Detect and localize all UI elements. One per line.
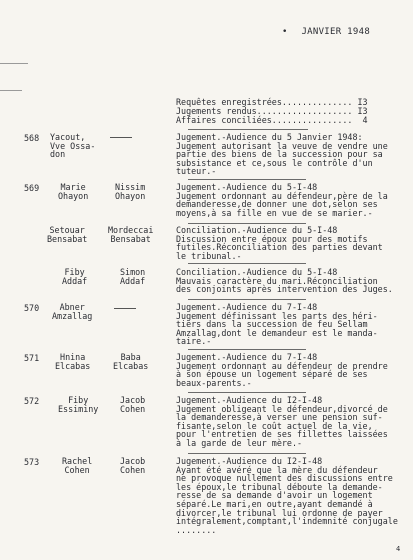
separator-rule [188,263,306,264]
separator-rule [188,392,306,393]
entry-text: Jugement.-Audience du I2-I-48 Ayant été avéré que la mère du défendeur ne provoque nullement des discussions entre les époux,le tribunal déboute la demande- resse de sa demande d'avoir un logement séparé.Le mari,en outre,ayant demandé à divorcer,le tribunal lui ordonne de payer intégralement,comptant,l'indemnité conjugale ........ [176,456,398,535]
margin-mark [0,90,22,91]
separator-rule [188,299,306,300]
separator-rule [188,129,308,130]
entry-number: 569 [24,183,40,193]
separator-rule [188,179,306,180]
entry-text: Jugement.-Audience du 7-I-48 Jugement ordonnant au défendeur de prendre à son épouse un logement séparé de ses beaux-parents.- [176,352,388,388]
no-party-dash [114,308,136,309]
entry-party-2: Jacob Cohen [120,395,146,414]
entry-party-1: Fiby Addaf [62,267,88,286]
summary-line-conciliees: Affaires conciliées................ 4 [176,115,368,125]
separator-rule [188,223,306,224]
no-party-dash [110,137,132,138]
summary-line-jugements: Jugements rendus................... I3 [176,106,368,116]
entry-text: Jugement.-Audience du 5-I-48 Jugement ordonnant au défendeur,père de la demanderesse,de donner une dot,selon ses moyens,à sa fille en vue de se marier.- [176,182,388,218]
entry-party-2: Jacob Cohen [120,456,146,475]
entry-party-1: Rachel Cohen [62,456,93,475]
summary-line-requetes: Requêtes enregistrées.............. I3 [176,97,368,107]
entry-text: Jugement.-Audience du 7-I-48 Jugement définissant les parts des héri- tiers dans la succession de feu Sellam Amzallag,dont le demandeur est le manda- taire.- [176,302,378,347]
entry-number: 570 [24,303,40,313]
entry-text: Conciliation.-Audience du 5-I-48 Mauvais caractère du mari.Réconciliation des conjoints après intervention des Juges. [176,267,393,295]
entry-party-2: Baba Elcabas [113,352,149,371]
separator-rule [188,349,306,350]
entry-party-1: Fiby Essiminy [58,395,99,414]
entry-party-1: Marie Ohayon [58,182,89,201]
header-bullet: • [282,27,288,37]
entry-number: 572 [24,396,40,406]
page-corner-mark: 4 [396,545,401,553]
entry-number: 568 [24,133,40,143]
entry-party-1: Yacout, Vve Ossa- don [50,132,96,160]
entry-text: Conciliation.-Audience du 5-I-48 Discussion entre époux pour des motifs futiles.Réconciliation des parties devant le tribunal.- [176,225,383,261]
entry-number: 573 [24,457,40,467]
entry-party-2: Simon Addaf [120,267,146,286]
separator-rule [188,453,306,454]
entry-party-1: Abner Amzallag [52,302,93,321]
entry-text: Jugement.-Audience du I2-I-48 Jugement obligeant le défendeur,divorcé de la demanderesse,à verser une pension suf- fisante,selon le coût actuel de la vie, pour l'entretien de ses fillettes laissées à la garde de leur mère.- [176,395,388,448]
entry-party-2: Nissim Ohayon [115,182,146,201]
margin-mark [0,63,28,64]
header-month-year: JANVIER 1948 [301,27,371,37]
page-header [282,27,370,37]
entry-party-2: Mordeccai Bensabat [108,225,154,244]
entry-party-1: Setouar Bensabat [47,225,88,244]
entry-number: 571 [24,353,40,363]
entry-party-1: Hnina Elcabas [55,352,91,371]
entry-text: Jugement.-Audience du 5 Janvier 1948: Jugement autorisant la veuve de vendre une partie des biens de la succession pour sa subsistance et ce,sous le contrôle d'un tuteur.- [176,132,388,177]
